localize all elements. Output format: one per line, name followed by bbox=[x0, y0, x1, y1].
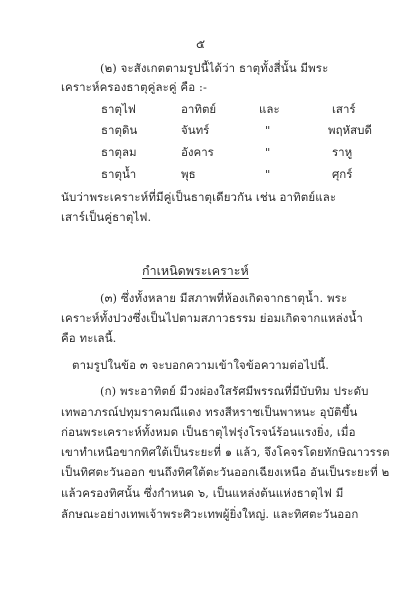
section1-conclusion-continued: เสาร์เป็นคู่ธาตุไฟ. bbox=[61, 210, 152, 224]
page-number: ๕ bbox=[196, 37, 206, 51]
paragraph-ka-line: แล้วครองทิศนั้น ซึ่งกำหนด ๖, เป็นแหล่งต้นแห่งธาตุไฟ มี bbox=[61, 486, 344, 500]
pair-joiner: " bbox=[265, 123, 271, 137]
pair-element: ธาตุน้ำ bbox=[101, 167, 137, 181]
pair-planet-a: พุธ bbox=[181, 167, 196, 181]
pair-planet-b: พฤหัสบดี bbox=[328, 123, 372, 137]
pair-element: ธาตุลม bbox=[101, 145, 137, 159]
pair-planet-b: ศุกร์ bbox=[332, 167, 353, 181]
section1-intro-continued: เคราะห์ครองธาตุคู่ละคู่ คือ :- bbox=[61, 80, 207, 94]
section1-intro: (๒) จะสังเกตตามรูปนี้ได้ว่า ธาตุทั้งสี่นั้น มีพระ bbox=[100, 61, 329, 75]
pair-joiner: และ bbox=[259, 102, 280, 116]
pair-joiner: " bbox=[265, 145, 271, 159]
pair-joiner: " bbox=[265, 167, 271, 181]
paragraph-ka-line: (ก) พระอาทิตย์ มีวงผ่องใสรัศมีพรรณที่มีบับทิม ประดับ bbox=[100, 384, 369, 398]
section-heading: กำเหนิดพระเคราะห์ bbox=[142, 263, 249, 278]
paragraph-3-line: คือ ทะเลนี้. bbox=[61, 331, 117, 345]
section1-conclusion: นับว่าพระเคราะห์ที่มีคู่เป็นธาตุเดียวกัน เช่น อาทิตย์และ bbox=[61, 190, 337, 204]
pair-planet-a: อังคาร bbox=[181, 145, 214, 159]
paragraph-ka-line: เขาทำเหนือขากทิศใต้เป็นระยะที่ ๑ แล้ว, จึงโคจรโดยทักษิณาวรรต bbox=[61, 445, 390, 459]
pair-planet-a: จันทร์ bbox=[181, 123, 210, 137]
pair-element: ธาตุไฟ bbox=[101, 102, 136, 116]
pair-planet-b: เสาร์ bbox=[332, 102, 356, 116]
pair-planet-b: ราหู bbox=[332, 145, 353, 159]
paragraph-ka-line: ก่อนพระเคราะห์ทั้งหมด เป็นธาตุไฟรุ่งโรจน์ร้อนแรงยิ่ง, เมื่อ bbox=[61, 425, 356, 439]
pair-element: ธาตุดิน bbox=[101, 123, 138, 137]
paragraph-3-line: เคราะห์ทั้งปวงซึ่งเป็นไปตามสภาวธรรม ย่อมเกิดจากแหล่งน้ำ bbox=[61, 311, 363, 325]
paragraph-3-line: (๓) ซึ่งทั้งหลาย มีสภาพที่ห้องเกิดจากธาตุน้ำ. พระ bbox=[100, 291, 348, 305]
instruction-line: ตามรูปในข้อ ๓ จะบอกความเข้าใจข้อความต่อไปนี้. bbox=[72, 358, 330, 372]
paragraph-ka-line: ลักษณะอย่างเทพเจ้าพระศิวะเทพผู้ยิ่งใหญ่. และทิศตะวันออก bbox=[61, 507, 359, 521]
paragraph-ka-line: เป็นทิศตะวันออก ขนถึงทิศใต้ตะวันออกเฉียงเหนือ อันเป็นระยะที่ ๒ bbox=[61, 465, 390, 479]
paragraph-ka-line: เทพอาภรณ์ปทุมราคมณีแดง ทรงสีหราชเป็นพาหนะ อุบัติขึ้น bbox=[61, 405, 358, 419]
pair-planet-a: อาทิตย์ bbox=[181, 102, 217, 116]
